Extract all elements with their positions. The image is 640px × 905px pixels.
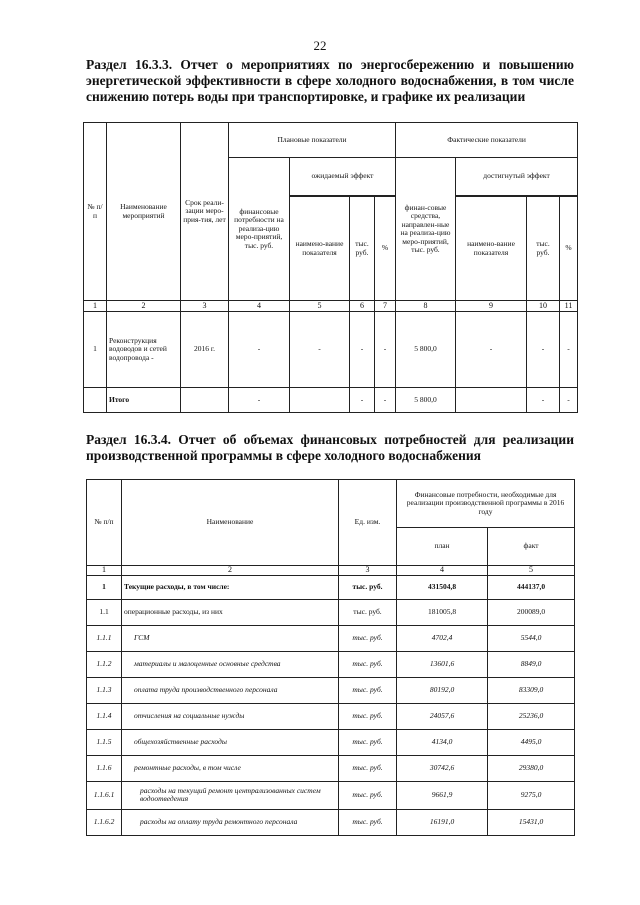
row-fact: 4495,0 — [488, 729, 575, 755]
header-unit: Ед. изм. — [339, 480, 397, 566]
column-number: 1 — [84, 301, 107, 312]
header-expected-percent: % — [375, 197, 396, 301]
achieved-value: - — [527, 312, 560, 388]
row-unit: тыс. руб. — [339, 755, 397, 781]
row-name: ремонтные расходы, в том числе — [122, 755, 339, 781]
row-plan: 13601,6 — [397, 651, 488, 677]
row-plan: 431504,8 — [397, 575, 488, 599]
expected-value: - — [350, 312, 375, 388]
row-num: 1.1.4 — [87, 703, 122, 729]
header-fact-financial-funds: финан-совые средства, направлен-ные на реализа-цию меро-приятий, тыс. руб. — [396, 158, 456, 301]
row-plan: 80192,0 — [397, 677, 488, 703]
total-row — [84, 388, 578, 413]
header-plan: план — [397, 528, 488, 566]
row-fact: 200089,0 — [488, 599, 575, 625]
energy-saving-measures-table — [83, 122, 578, 413]
column-number: 2 — [107, 301, 181, 312]
header-achieved-unit: тыс. руб. — [527, 197, 560, 301]
column-numbers-row — [87, 566, 575, 576]
total-achieved-value: - — [527, 388, 560, 413]
row-name: материалы и малоценные основные средства — [122, 651, 339, 677]
row-name: расходы на оплату труда ремонтного персонала — [122, 809, 339, 835]
row-fact: 444137,0 — [488, 575, 575, 599]
fact-financial-funds: 5 800,0 — [396, 312, 456, 388]
header-actual: Фактические показатели — [396, 123, 578, 158]
achieved-percent: - — [560, 312, 578, 388]
row-fact: 29380,0 — [488, 755, 575, 781]
column-number: 8 — [396, 301, 456, 312]
header-name: Наименование — [122, 480, 339, 566]
header-achieved-indicator: наимено-вание показателя — [456, 197, 527, 301]
column-number: 5 — [488, 566, 575, 576]
row-unit: тыс. руб. — [339, 809, 397, 835]
table-row — [87, 729, 575, 755]
measure-term: 2016 г. — [181, 312, 229, 388]
column-numbers-row — [84, 301, 578, 312]
column-number: 5 — [290, 301, 350, 312]
row-num: 1.1.5 — [87, 729, 122, 755]
header-plan-financial-needs: финансовые потребности на реализа-цию меро-приятий, тыс. руб. — [229, 158, 290, 301]
row-plan: 181005,8 — [397, 599, 488, 625]
table-row — [87, 625, 575, 651]
row-fact: 5544,0 — [488, 625, 575, 651]
row-fact: 15431,0 — [488, 809, 575, 835]
column-number: 9 — [456, 301, 527, 312]
column-number: 3 — [181, 301, 229, 312]
header-expected-unit: тыс. руб. — [350, 197, 375, 301]
row-name: отчисления на социальные нужды — [122, 703, 339, 729]
column-number: 1 — [87, 566, 122, 576]
row-plan: 24057,6 — [397, 703, 488, 729]
header-measure-name: Наименование мероприятий — [107, 123, 181, 301]
expected-percent: - — [375, 312, 396, 388]
financial-needs-table — [86, 479, 575, 836]
header-num: № п/п — [84, 123, 107, 301]
row-fact: 83309,0 — [488, 677, 575, 703]
column-number: 2 — [122, 566, 339, 576]
total-expected-percent: - — [375, 388, 396, 413]
measure-name: Реконструкция водоводов и сетей водопровода - — [107, 312, 181, 388]
header-financial-needs: Финансовые потребности, необходимые для реализации производственной программы в 2016 году — [397, 480, 575, 528]
row-num: 1 — [87, 575, 122, 599]
section-16-3-4-title: Раздел 16.3.4. Отчет об объемах финансовых потребностей для реализации производственной программы в сфере холодного водоснабжения — [86, 432, 574, 463]
header-term: Срок реали-зации меро-прия-тия, лет — [181, 123, 229, 301]
row-num: 1.1 — [87, 599, 122, 625]
table-row — [87, 651, 575, 677]
row-num: 1.1.1 — [87, 625, 122, 651]
row-plan: 30742,6 — [397, 755, 488, 781]
row-num: 1 — [84, 312, 107, 388]
row-fact: 9275,0 — [488, 781, 575, 809]
table-row — [87, 677, 575, 703]
row-unit: тыс. руб. — [339, 703, 397, 729]
row-num: 1.1.6.2 — [87, 809, 122, 835]
row-unit: тыс. руб. — [339, 575, 397, 599]
row-fact: 8849,0 — [488, 651, 575, 677]
expected-indicator: - — [290, 312, 350, 388]
table-row — [87, 809, 575, 835]
table-row — [87, 781, 575, 809]
row-name: ГСМ — [122, 625, 339, 651]
row-unit: тыс. руб. — [339, 781, 397, 809]
header-achieved-effect: достигнутый эффект — [456, 158, 578, 196]
plan-financial-needs: - — [229, 312, 290, 388]
page-number: 22 — [313, 38, 327, 53]
total-label: Итого — [107, 388, 181, 413]
header-expected-effect: ожидаемый эффект — [290, 158, 396, 196]
row-unit: тыс. руб. — [339, 599, 397, 625]
row-name: общехозяйственные расходы — [122, 729, 339, 755]
row-name: расходы на текущий ремонт централизованных систем водоотведения — [122, 781, 339, 809]
row-plan: 16191,0 — [397, 809, 488, 835]
row-name: операционные расходы, из них — [122, 599, 339, 625]
row-plan: 4134,0 — [397, 729, 488, 755]
row-num: 1.1.6.1 — [87, 781, 122, 809]
header-expected-indicator: наимено-вание показателя — [290, 197, 350, 301]
achieved-indicator: - — [456, 312, 527, 388]
header-num: № п/п — [87, 480, 122, 566]
table-row — [87, 575, 575, 599]
total-achieved-percent: - — [560, 388, 578, 413]
total-fact-financial-funds: 5 800,0 — [396, 388, 456, 413]
table-row — [87, 755, 575, 781]
row-num: 1.1.3 — [87, 677, 122, 703]
row-unit: тыс. руб. — [339, 729, 397, 755]
column-number: 4 — [229, 301, 290, 312]
table-row — [84, 312, 578, 388]
column-number: 10 — [527, 301, 560, 312]
row-unit: тыс. руб. — [339, 651, 397, 677]
column-number: 11 — [560, 301, 578, 312]
total-expected-value: - — [350, 388, 375, 413]
column-number: 6 — [350, 301, 375, 312]
row-num: 1.1.6 — [87, 755, 122, 781]
column-number: 3 — [339, 566, 397, 576]
row-fact: 25236,0 — [488, 703, 575, 729]
section-16-3-3-title: Раздел 16.3.3. Отчет о мероприятиях по энергосбережению и повышению энергетической эффективности в сфере холодного водоснабжения, в том числе снижению потерь воды при транспортировке, и графике их реализации — [86, 57, 574, 104]
row-name: Текущие расходы, в том числе: — [122, 575, 339, 599]
header-achieved-percent: % — [560, 197, 578, 301]
row-unit: тыс. руб. — [339, 677, 397, 703]
row-plan: 9661,9 — [397, 781, 488, 809]
column-number: 7 — [375, 301, 396, 312]
total-plan-financial-needs: - — [229, 388, 290, 413]
row-unit: тыс. руб. — [339, 625, 397, 651]
row-plan: 4702,4 — [397, 625, 488, 651]
header-fact: факт — [488, 528, 575, 566]
header-planned: Плановые показатели — [229, 123, 396, 158]
row-name: оплата труда производственного персонала — [122, 677, 339, 703]
column-number: 4 — [397, 566, 488, 576]
table-row — [87, 703, 575, 729]
table-row — [87, 599, 575, 625]
row-num: 1.1.2 — [87, 651, 122, 677]
